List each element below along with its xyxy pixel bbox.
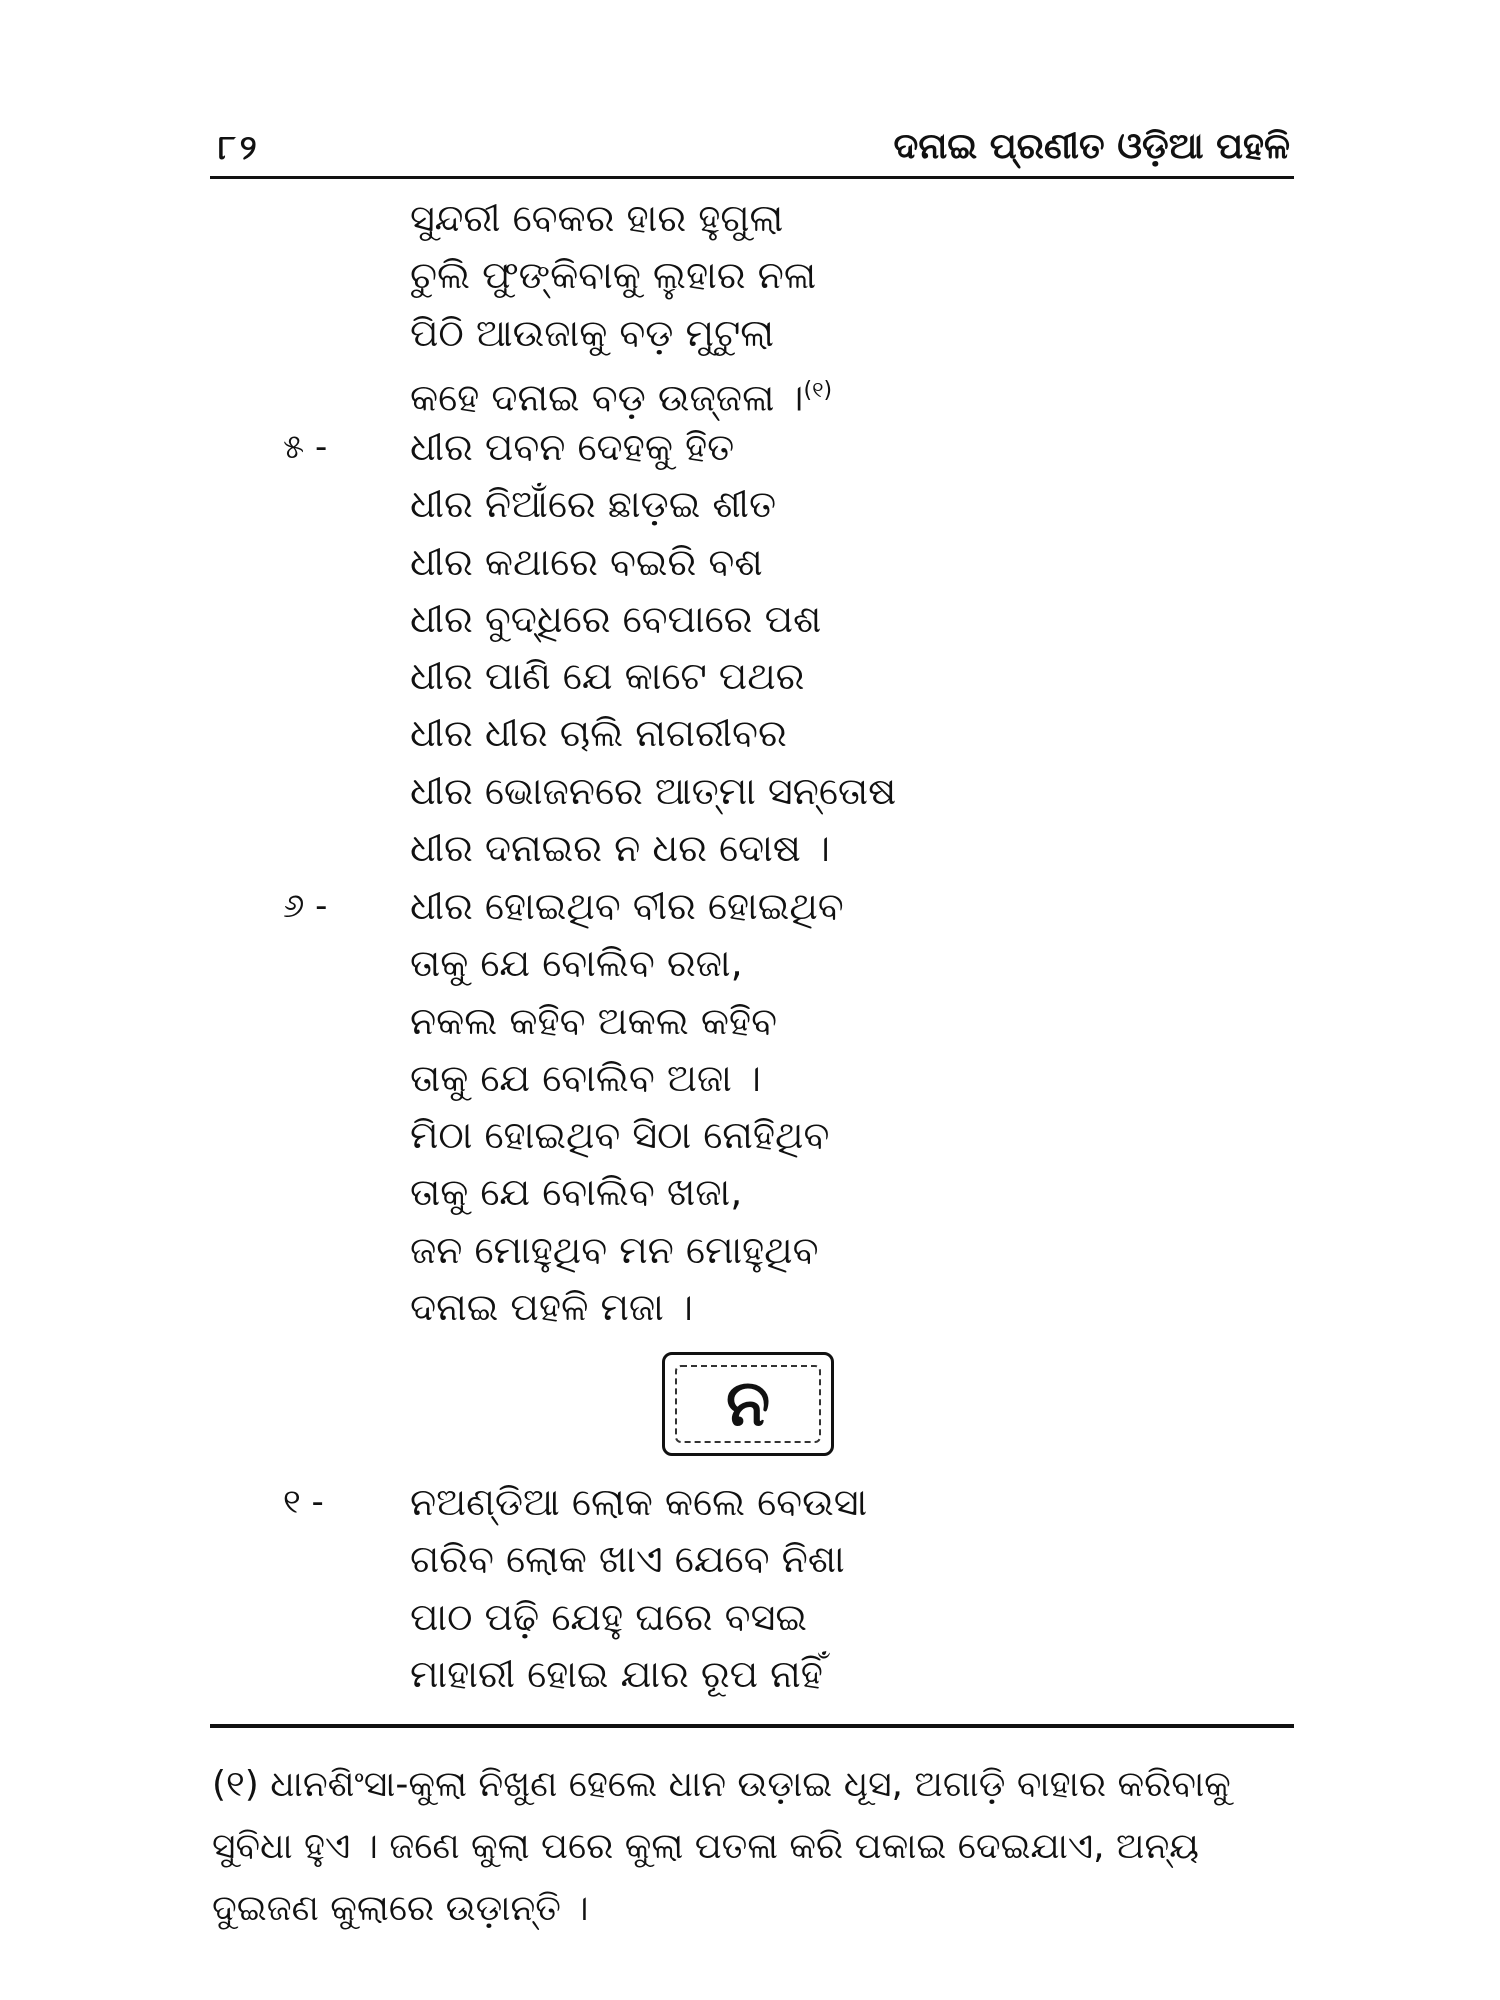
- stanza-continued: [410, 190, 832, 419]
- header-rule: [210, 176, 1294, 179]
- footnote-rule: [210, 1724, 1294, 1728]
- verse-line: ଗରିବ ଲୋକ ଖାଏ ଯେବେ ନିଶା: [410, 1537, 845, 1582]
- footnote: (୧) ଧାନଶିଂସା-କୁଲା ନିଖୁଣ ହେଲେ ଧାନ ଉଡ଼ାଇ ଧୂସ, ଅଗାଡ଼ି ବାହାର କରିବାକୁ ସୁବିଧା ହୁଏ । ଜଣେ କୁଲା ପରେ କୁଲା ପତଳା କରି ପକାଇ ଦେଇଯାଏ, ଅନ୍ୟ ଦୁଇଜଣ କୁଲାରେ ଉଡ଼ାନ୍ତି ।: [212, 1764, 1231, 1929]
- verse-line: ଧୀର ଦନାଇର ନ ଧର ଦୋଷ ।: [410, 826, 831, 871]
- verse-text: କହେ ଦନାଇ ବଡ଼ ଉଜ୍ଜଳା ।: [410, 375, 804, 420]
- verse-line: ତାକୁ ଯେ ବୋଲିବ ରଜା,: [410, 941, 743, 986]
- verse-line: ପିଠି ଆଉଜାକୁ ବଡ଼ ମୁଟୁଲା: [410, 310, 775, 355]
- verse-line: ସୁନ୍ଦରୀ ବେକର ହାର ହୁଗୁଲା: [410, 196, 784, 240]
- verse-line: ମିଠା ହୋଇଥିବ ସିଠା ନୋହିଥିବ: [410, 1113, 830, 1158]
- verse-line: ଧୀର କଥାରେ ବଇରି ବଶ: [410, 539, 763, 584]
- stanza-number: ୬ -: [283, 886, 328, 926]
- verse-line: ଧୀର ପାଣି ଯେ କାଟେ ପଥର: [410, 654, 805, 699]
- running-title: ଦନାଇ ପ୍ରଣୀତ ଓଡ଼ିଆ ପହଳି: [893, 126, 1290, 167]
- verse-line: ଧୀର ନିଆଁରେ ଛାଡ଼ଇ ଶୀତ: [410, 482, 777, 527]
- verse-line: ଦନାଇ ପହଳି ମଜା ।: [410, 1285, 694, 1330]
- verse-line: ମାହାରୀ ହୋଇ ଯାର ରୂପ ନାହିଁ: [410, 1651, 823, 1696]
- verse-line: ନକଲ କହିବ ଅକଲ କହିବ: [410, 998, 777, 1043]
- verse-line: ପାଠ ପଢ଼ି ଯେହୁ ଘରେ ବସଇ: [410, 1594, 807, 1639]
- verse-line: ଧୀର ଧୀର ଚାଲି ନାଗରୀବର: [410, 711, 787, 756]
- verse-line: ନଅଣ୍ଡିଆ ଲୋକ କଲେ ବେଉସା: [410, 1480, 868, 1524]
- verse-line: ତାକୁ ଯେ ବୋଲିବ ଅଜା ।: [410, 1055, 761, 1100]
- verse-line: ଚୁଲି ଫୁଙ୍କିବାକୁ ଲୁହାର ନଳା: [410, 253, 817, 298]
- verse-line: ତାକୁ ଯେ ବୋଲିବ ଖଜା,: [410, 1170, 743, 1215]
- section-letter: ନ: [725, 1367, 771, 1441]
- verse-line-with-ref: [410, 362, 832, 419]
- stanza-na-1: [410, 1474, 867, 1703]
- section-heading-ornament: [662, 1352, 834, 1456]
- verse-line: ଧୀର ପବନ ଦେହକୁ ହିତ: [410, 425, 735, 469]
- verse-line: ଧୀର ହୋଇଥିବ ବୀର ହୋଇଥିବ: [410, 884, 844, 928]
- stanza-number: ୧ -: [283, 1482, 324, 1522]
- page-number: ୮୨: [218, 128, 261, 168]
- verse-line: ଜନ ମୋହୁଥିବ ମନ ମୋହୁଥିବ: [410, 1227, 819, 1272]
- stanza-number: ୫ -: [283, 427, 328, 467]
- verse-line: ଧୀର ବୁଦ୍ଧିରେ ବେପାରେ ପଶ: [410, 596, 822, 641]
- footnote-reference: (୧): [803, 377, 833, 403]
- stanza-5: [410, 419, 896, 877]
- verse-line: ଧୀର ଭୋଜନରେ ଆତ୍ମା ସନ୍ତୋଷ: [410, 768, 897, 813]
- stanza-6: [410, 878, 844, 1336]
